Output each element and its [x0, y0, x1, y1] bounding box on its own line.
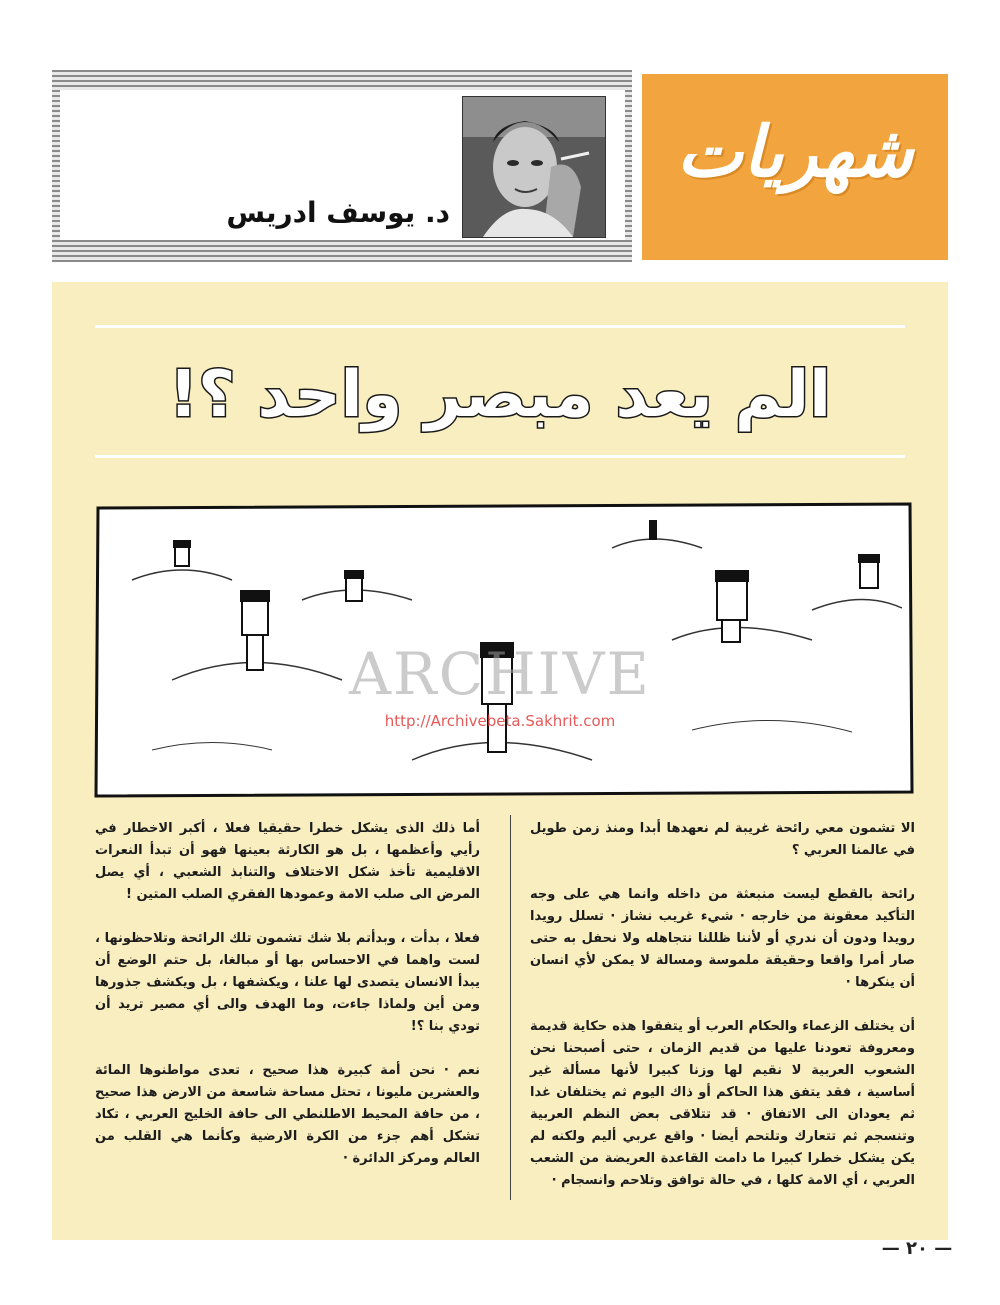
- author-name: د. يوسف ادريس: [226, 196, 450, 229]
- author-portrait: [462, 96, 606, 238]
- paragraph: رائحة بالقطع ليست منبعثة من داخله وانما هي على وجه التأكيد معقونة من خارجه · شيء غريب نشاز · تسلل رويدا رويدا ودون أن ندري أو لأننا ظللنا نتجاهله ولا نحفل به حتى صار أمرا واقعا وحقيقة ملموسة ومسالة لا يمكن لأي انسان أن ينكرها ·: [530, 887, 915, 990]
- paragraph: أما ذلك الذى يشكل خطرا حقيقيا فعلا ، أكبر الاخطار في رأيي وأعظمها ، بل هو الكارثة بعينها فهو أن تبدأ النعرات الاقليمية تأخذ شكل الاختلاف والتنابذ الشعبي ، أي يصل المرض الى صلب الامة وعمودها الفقري الصلب المتين !: [95, 821, 480, 902]
- watermark-url: http://Archivebeta.Sakhrit.com: [384, 712, 616, 730]
- section-title: شهريات: [676, 110, 914, 193]
- article-column-left: [95, 818, 480, 1192]
- article-column-right: [530, 818, 915, 1214]
- paragraph: فعلا ، بدأت ، وبدأتم بلا شك تشمون تلك الرائحة وتلاحظونها ، لست واهما في الاحساس بها أو مبالغا، بل حتم الوضع أن يبدأ الانسان يتصدى لها علنا ، ويكشفها ، بل ويكشف جذورها ومن أين ولماذا جاءت، وما الهدف والى أي مصير تريد أن تودي بنا ؟!: [95, 931, 480, 1034]
- page-number: — ٢٠ —: [881, 1238, 953, 1259]
- paragraph: الا تشمون معي رائحة غريبة لم نعهدها أبدا ومنذ زمن طويل في عالمنا العربي ؟: [530, 821, 915, 858]
- paragraph: نعم · نحن أمة كبيرة هذا صحيح ، تعدى مواطنوها المائة والعشرين مليونا ، تحتل مساحة شاسعة من الارض هذا صحيح ، من حافة المحيط الاطلنطي الى حافة الخليج العربي ، تكاد تشكل أهم جزء من الكرة الارضية وكأنما هي القلب من العالم ومركز الدائرة ·: [95, 1063, 480, 1166]
- watermark-title: ARCHIVE: [349, 640, 651, 708]
- column-divider: [510, 815, 511, 1200]
- paragraph: أن يختلف الزعماء والحكام العرب أو يتفقوا هذه حكاية قديمة ومعروفة تعودنا عليها من قديم الزمان ، حتى أصبحنا نحن الشعوب العربية لا نقيم لها وزنا كبيرا لأنها مسألة غير أساسية ، فقد يتفق هذا الحاكم أو ذاك اليوم ثم يختلفان غدا ثم يعودان الى الاتفاق · قد تتلاقى بعض النظم العربية وتنسجم ثم تتعارك وتلتحم أيضا · واقع عربي أليم ولكنه لم يكن يشكل خطرا كبيرا ما دامت القاعدة العريضة من الشعب العربي ، أي الامة كلها ، في حالة توافق وتلاحم وانسجام ·: [530, 1019, 915, 1188]
- article-headline: الم يعد مبصر واحد ؟!: [168, 358, 832, 432]
- headline-top-rule: [95, 325, 905, 328]
- headline-bottom-rule: [95, 455, 905, 458]
